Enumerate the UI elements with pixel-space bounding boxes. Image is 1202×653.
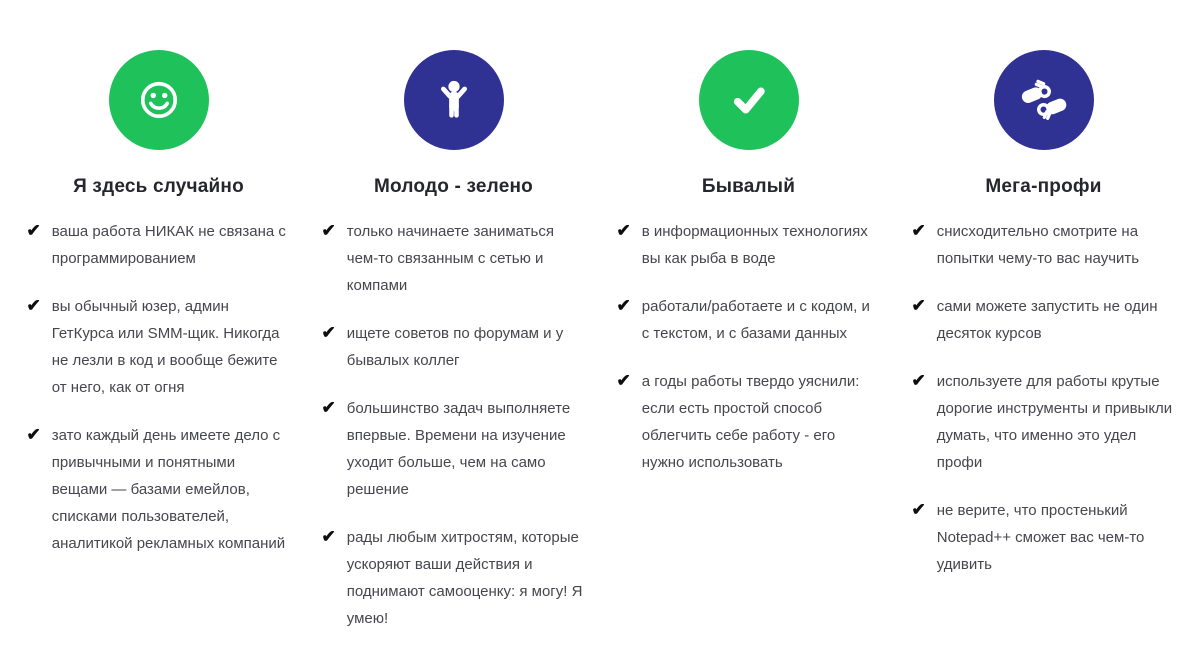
check-bullet-icon: ✔: [616, 371, 631, 390]
check-bullet-icon: ✔: [321, 398, 336, 417]
list-item: [322, 395, 586, 503]
list-item: [27, 422, 291, 557]
check-bullet-icon: ✔: [911, 500, 926, 519]
check-bullet-icon: ✔: [26, 221, 41, 240]
check-bullet-icon: ✔: [616, 221, 631, 240]
column-title: Молодо - зелено: [374, 176, 533, 197]
list-item: [322, 320, 586, 374]
child-icon: [428, 74, 480, 126]
check-icon: [723, 74, 775, 126]
list-item-text: не верите, что простенький Notepad++ сможет вас чем-то удивить: [936, 502, 1145, 573]
check-bullet-icon: ✔: [911, 296, 926, 315]
audience-column: [615, 50, 883, 653]
column-list: [320, 218, 588, 653]
list-item-text: а годы работы твердо уяснили: если есть простой способ облегчить себе работу - его нужно использовать: [641, 373, 860, 471]
list-item: [912, 218, 1176, 272]
list-item-text: рады любым хитростям, которые ускоряют ваши действия и поднимают самооценку: я могу! Я умею!: [346, 529, 583, 627]
sign-language-hands-icon: [1018, 74, 1070, 126]
list-item: [27, 218, 291, 272]
list-item: [617, 218, 881, 272]
list-item: [912, 497, 1176, 578]
smiley-icon: [133, 74, 185, 126]
list-item: [322, 524, 586, 632]
list-item: [617, 368, 881, 476]
check-bullet-icon: ✔: [911, 221, 926, 240]
column-title: Я здесь случайно: [73, 176, 244, 197]
check-bullet-icon: ✔: [26, 296, 41, 315]
list-item-text: вы обычный юзер, админ ГетКурса или SMM-щик. Никогда не лезли в код и вообще бежите от него, как от огня: [51, 298, 280, 396]
list-item: [27, 293, 291, 401]
audience-icon-circle: [994, 50, 1094, 150]
list-item-text: снисходительно смотрите на попытки чему-то вас научить: [936, 223, 1140, 267]
list-item: [322, 218, 586, 299]
list-item-text: ваша работа НИКАК не связана с программированием: [51, 223, 286, 267]
list-item-text: зато каждый день имеете дело с привычными и понятными вещами — базами емейлов, списками пользователей, аналитикой рекламных компаний: [51, 427, 286, 552]
audience-icon-circle: [404, 50, 504, 150]
list-item-text: сами можете запустить не один десяток курсов: [936, 298, 1158, 342]
column-title: Мега-профи: [985, 176, 1102, 197]
list-item: [617, 293, 881, 347]
list-item-text: только начинаете заниматься чем-то связанным с сетью и компами: [346, 223, 554, 294]
list-item-text: используете для работы крутые дорогие инструменты и привыкли думать, что именно это удел профи: [936, 373, 1173, 471]
check-bullet-icon: ✔: [26, 425, 41, 444]
audience-column: [320, 50, 588, 653]
column-title: Бывалый: [701, 176, 796, 197]
check-bullet-icon: ✔: [321, 527, 336, 546]
audience-icon-circle: [699, 50, 799, 150]
audience-column: [25, 50, 293, 653]
audience-column: [910, 50, 1178, 653]
list-item-text: ищете советов по форумам и у бывалых коллег: [346, 325, 564, 369]
column-list: [615, 218, 883, 497]
check-bullet-icon: ✔: [911, 371, 926, 390]
check-bullet-icon: ✔: [321, 323, 336, 342]
audience-icon-circle: [109, 50, 209, 150]
check-bullet-icon: ✔: [321, 221, 336, 240]
check-bullet-icon: ✔: [616, 296, 631, 315]
list-item: [912, 368, 1176, 476]
column-list: [25, 218, 293, 578]
list-item-text: в информационных технологиях вы как рыба в воде: [641, 223, 868, 267]
list-item: [912, 293, 1176, 347]
column-list: [910, 218, 1178, 599]
list-item-text: работали/работаете и с кодом, и с текстом, и с базами данных: [641, 298, 870, 342]
list-item-text: большинство задач выполняете впервые. Времени на изучение уходит больше, чем на само решение: [346, 400, 571, 498]
